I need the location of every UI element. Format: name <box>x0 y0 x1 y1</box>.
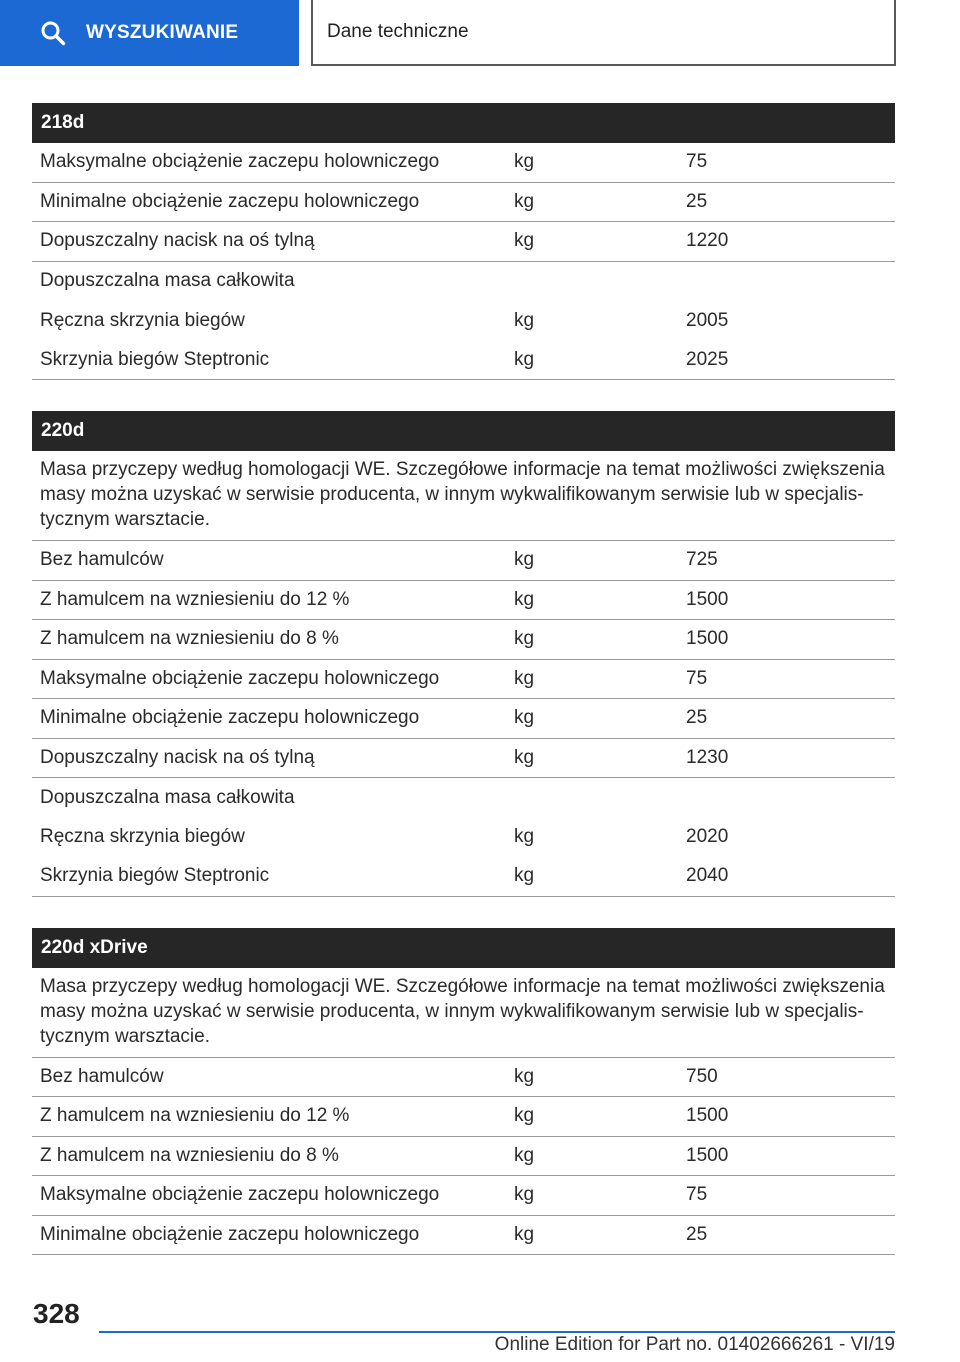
spec-block-220d-xdrive <box>32 928 895 1256</box>
row-unit: kg <box>514 1065 535 1087</box>
section-title: Dane techniczne <box>311 0 896 66</box>
row-label: Minimalne obciążenie zaczepu holowniczego <box>40 190 420 212</box>
spec-block-220d <box>32 411 895 897</box>
row-label: Maksymalne obciążenie zaczepu holowniczego <box>40 667 440 689</box>
row-unit: kg <box>514 707 535 729</box>
row-label: Z hamulcem na wzniesieniu do 12 % <box>40 1105 350 1127</box>
row-unit: kg <box>514 746 535 768</box>
top-bar <box>0 0 960 66</box>
row-unit: kg <box>514 588 535 610</box>
table-row <box>32 739 895 779</box>
table-row <box>32 341 895 381</box>
row-label: Z hamulcem na wzniesieniu do 12 % <box>40 588 350 610</box>
row-value: 75 <box>686 667 708 689</box>
row-label: Minimalne obciążenie zaczepu holowniczego <box>40 1223 420 1245</box>
row-value: 1500 <box>686 1144 729 1166</box>
row-value: 1500 <box>686 1105 729 1127</box>
spec-block-218d <box>32 103 895 380</box>
table-row <box>32 1097 895 1137</box>
row-unit: kg <box>514 1105 535 1127</box>
row-unit: kg <box>514 309 535 331</box>
block-title: 220d <box>32 411 895 451</box>
block-title: 220d xDrive <box>32 928 895 968</box>
row-value: 2040 <box>686 865 729 887</box>
row-value: 25 <box>686 190 708 212</box>
block-title: 218d <box>32 103 895 143</box>
table-row <box>32 620 895 660</box>
row-unit: kg <box>514 549 535 571</box>
row-label: Bez hamulców <box>40 549 164 571</box>
search-icon <box>40 20 66 46</box>
row-unit: kg <box>514 667 535 689</box>
footer-divider <box>99 1331 895 1333</box>
row-label: Ręczna skrzynia biegów <box>40 309 245 331</box>
row-unit: kg <box>514 1144 535 1166</box>
row-unit: kg <box>514 230 535 252</box>
row-label: Z hamulcem na wzniesieniu do 8 % <box>40 628 339 650</box>
row-value: 1220 <box>686 230 729 252</box>
row-value: 2005 <box>686 309 729 331</box>
row-value: 25 <box>686 707 708 729</box>
row-value: 1230 <box>686 746 729 768</box>
row-unit: kg <box>514 826 535 848</box>
homologation-note: Masa przyczepy według homologacji WE. Szczegółowe informacje na temat możliwości zwiększenia masy można uzyskać w serwisie producenta, w innym wykwalifikowanym serwisie lub w specjalis- tycznym warsztacie. <box>32 451 895 541</box>
row-value: 75 <box>686 151 708 173</box>
row-unit: kg <box>514 151 535 173</box>
table-row <box>32 1216 895 1256</box>
table-row <box>32 818 895 858</box>
row-unit: kg <box>514 628 535 650</box>
page-number: 328 <box>33 1298 80 1329</box>
table-row <box>32 581 895 621</box>
row-unit: kg <box>514 348 535 370</box>
table-row <box>32 699 895 739</box>
table-row <box>32 222 895 262</box>
search-label: WYSZUKIWANIE <box>86 22 239 43</box>
row-label: Z hamulcem na wzniesieniu do 8 % <box>40 1144 339 1166</box>
row-unit: kg <box>514 1184 535 1206</box>
table-row <box>32 1176 895 1216</box>
row-label: Skrzynia biegów Steptronic <box>40 865 270 887</box>
row-value: 2025 <box>686 348 729 370</box>
row-value: 2020 <box>686 826 729 848</box>
table-row <box>32 660 895 700</box>
table-row <box>32 262 895 302</box>
edition-text: Online Edition for Part no. 01402666261 - VI/19 <box>494 1334 895 1355</box>
row-label: Skrzynia biegów Steptronic <box>40 348 270 370</box>
table-row <box>32 541 895 581</box>
table-row <box>32 183 895 223</box>
row-label: Bez hamulców <box>40 1065 164 1087</box>
row-value: 1500 <box>686 628 729 650</box>
row-value: 1500 <box>686 588 729 610</box>
row-value: 75 <box>686 1184 708 1206</box>
row-label: Dopuszczalna masa całkowita <box>40 786 295 808</box>
row-label: Dopuszczalna masa całkowita <box>40 270 295 292</box>
row-unit: kg <box>514 190 535 212</box>
row-label: Ręczna skrzynia biegów <box>40 826 245 848</box>
homologation-note: Masa przyczepy według homologacji WE. Szczegółowe informacje na temat możliwości zwiększenia masy można uzyskać w serwisie producenta, w innym wykwalifikowanym serwisie lub w specjalis- tycznym warsztacie. <box>32 968 895 1058</box>
table-row <box>32 778 895 818</box>
row-value: 25 <box>686 1223 708 1245</box>
row-label: Dopuszczalny nacisk na oś tylną <box>40 230 315 252</box>
row-unit: kg <box>514 1223 535 1245</box>
table-row <box>32 301 895 341</box>
table-row <box>32 1058 895 1098</box>
spec-content <box>32 103 895 1286</box>
table-row <box>32 143 895 183</box>
row-value: 750 <box>686 1065 718 1087</box>
row-label: Minimalne obciążenie zaczepu holowniczego <box>40 707 420 729</box>
row-label: Maksymalne obciążenie zaczepu holowniczego <box>40 151 440 173</box>
row-unit: kg <box>514 865 535 887</box>
row-label: Maksymalne obciążenie zaczepu holowniczego <box>40 1184 440 1206</box>
table-row <box>32 1137 895 1177</box>
row-value: 725 <box>686 549 718 571</box>
search-button[interactable] <box>0 0 299 66</box>
table-row <box>32 857 895 897</box>
row-label: Dopuszczalny nacisk na oś tylną <box>40 746 315 768</box>
